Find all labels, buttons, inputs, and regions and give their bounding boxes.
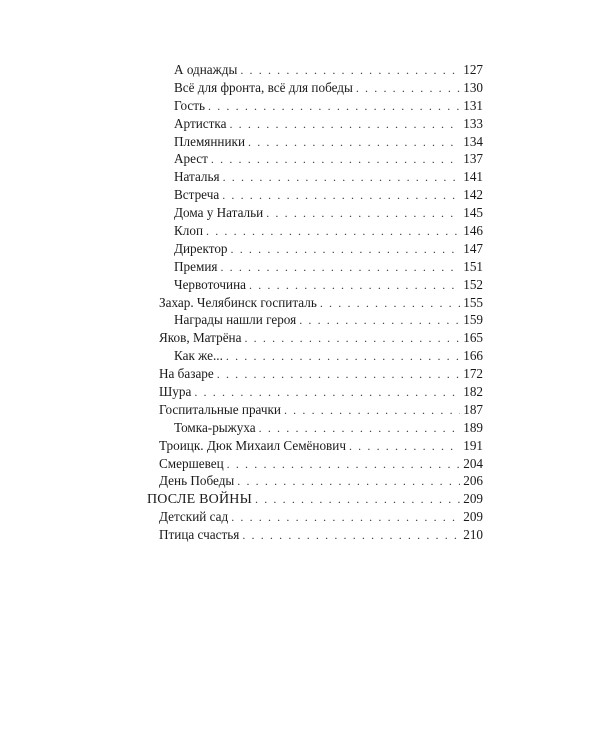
toc-leader-dots (223, 169, 461, 187)
toc-entry-page-number: 189 (463, 419, 483, 435)
toc-leader-dots (208, 98, 460, 116)
toc-entry-page-number: 142 (463, 187, 483, 203)
toc-entry (0, 437, 600, 455)
toc-leader-dots (229, 116, 460, 134)
toc-entry (0, 472, 600, 490)
toc-leader-dots (356, 80, 460, 98)
toc-entry-title: Как же... (174, 348, 223, 364)
toc-entry-title: Шура (159, 384, 192, 400)
toc-entry-line (174, 168, 483, 187)
toc-entry-line (174, 204, 483, 223)
toc-entry-line (174, 347, 483, 366)
toc-entry-line (159, 526, 483, 545)
toc-entry (0, 365, 600, 383)
toc-leader-dots (248, 134, 460, 152)
toc-entry-page-number: 187 (463, 401, 483, 417)
toc-entry-line (174, 133, 483, 152)
toc-entry (0, 276, 600, 294)
toc-entry (0, 347, 600, 365)
toc-leader-dots (299, 312, 460, 330)
toc-entry-title: Встреча (174, 187, 220, 203)
toc-entry-page-number: 131 (463, 97, 483, 113)
toc-leader-dots (211, 151, 460, 169)
toc-entry-page-number: 204 (463, 455, 483, 471)
toc-entry-title: Детский сад (159, 509, 229, 525)
toc-entry-title: Гость (174, 97, 206, 113)
toc-entry-title: Клоп (174, 223, 204, 239)
toc-entry-line (174, 311, 483, 330)
toc-entry-title: Награды нашли героя (174, 312, 297, 328)
toc-entry-title: Всё для фронта, всё для победы (174, 79, 353, 95)
toc-entry-page-number: 134 (463, 133, 483, 149)
toc-entry-title: Артистка (174, 115, 227, 131)
toc-leader-dots (231, 509, 460, 527)
toc-entry-line (174, 240, 483, 259)
toc-entry-page-number: 147 (463, 240, 483, 256)
toc-entry-line (174, 186, 483, 205)
toc-entry-line (174, 150, 483, 169)
toc-entry (0, 294, 600, 312)
toc-entry-page-number: 127 (463, 62, 483, 77)
toc-leader-dots (255, 491, 460, 509)
toc-entry (0, 133, 600, 151)
toc-leader-dots (206, 223, 460, 241)
toc-leader-dots (237, 473, 460, 491)
toc-entry-title: Захар. Челябинск госпиталь (159, 294, 317, 310)
toc-entry-line (174, 61, 483, 80)
toc-leader-dots (349, 438, 460, 456)
toc-entry (0, 204, 600, 222)
toc-entry-title: А однажды (174, 62, 238, 77)
toc-entry-title: Премия (174, 258, 218, 274)
toc-entry-page-number: 172 (463, 366, 483, 382)
toc-entry-page-number: 209 (463, 509, 483, 525)
toc-entry (0, 168, 600, 186)
toc-entry-line (159, 329, 483, 348)
toc-entry-line (159, 401, 483, 420)
toc-entry-page-number: 159 (463, 312, 483, 328)
toc-entry (0, 329, 600, 347)
toc-entry-page-number: 210 (463, 527, 483, 543)
toc-entry (0, 401, 600, 419)
toc-entry (0, 258, 600, 276)
toc-entry-page-number: 155 (463, 294, 483, 310)
toc-entry-title: Троицк. Дюк Михаил Семёнович (159, 437, 346, 453)
toc-entry-title: Смершевец (159, 455, 224, 471)
toc-entry-page-number: 209 (463, 491, 483, 507)
toc-entry-line (174, 79, 483, 98)
toc-leader-dots (240, 62, 460, 80)
toc-entry-page-number: 130 (463, 79, 483, 95)
toc-entry (0, 79, 600, 97)
toc-entry-line (147, 490, 483, 509)
toc-leader-dots (266, 205, 460, 223)
toc-entry-line (159, 455, 483, 474)
toc-entry (0, 240, 600, 258)
toc-entry-title: На базаре (159, 366, 214, 382)
toc-entry-title: Яков, Матрёна (159, 330, 242, 346)
toc-leader-dots (242, 527, 460, 545)
table-of-contents (0, 61, 600, 544)
toc-entry-page-number: 191 (463, 437, 483, 453)
toc-entry-page-number: 145 (463, 205, 483, 221)
toc-entry-page-number: 166 (463, 348, 483, 364)
toc-entry-page-number: 165 (463, 330, 483, 346)
toc-entry-page-number: 182 (463, 384, 483, 400)
toc-entry (0, 222, 600, 240)
toc-entry (0, 61, 600, 79)
toc-entry-title: День Победы (159, 473, 235, 489)
toc-entry-title: ПОСЛЕ ВОЙНЫ (147, 492, 253, 508)
toc-entry-title: Дома у Натальи (174, 205, 264, 221)
toc-entry-line (159, 508, 483, 527)
toc-entry (0, 186, 600, 204)
toc-entry (0, 526, 600, 544)
toc-entry (0, 455, 600, 473)
toc-entry-title: Племянники (174, 133, 246, 149)
toc-entry (0, 383, 600, 401)
toc-entry (0, 97, 600, 115)
toc-leader-dots (220, 259, 460, 277)
toc-entry-page-number: 133 (463, 115, 483, 131)
toc-entry-line (174, 97, 483, 116)
toc-entry-line (174, 419, 483, 438)
toc-leader-dots (259, 420, 461, 438)
toc-leader-dots (194, 384, 460, 402)
toc-entry (0, 419, 600, 437)
toc-entry-title: Наталья (174, 169, 220, 185)
toc-leader-dots (244, 330, 460, 348)
toc-entry-line (174, 276, 483, 295)
toc-leader-dots (217, 366, 460, 384)
toc-entry-title: Птица счастья (159, 527, 240, 543)
toc-entry-page-number: 146 (463, 223, 483, 239)
toc-entry-line (159, 383, 483, 402)
toc-entry-line (174, 258, 483, 277)
toc-entry-page-number: 151 (463, 258, 483, 274)
toc-entry-line (174, 222, 483, 241)
toc-entry-page-number: 152 (463, 276, 483, 292)
toc-entry-line (159, 365, 483, 384)
toc-entry-page-number: 206 (463, 473, 483, 489)
toc-entry-line (174, 115, 483, 134)
toc-entry-line (159, 437, 483, 456)
toc-leader-dots (231, 241, 461, 259)
toc-entry-line (159, 294, 483, 313)
toc-entry (0, 490, 600, 508)
toc-entry (0, 311, 600, 329)
toc-entry-title: Червоточина (174, 276, 247, 292)
toc-leader-dots (222, 187, 460, 205)
toc-entry (0, 150, 600, 168)
toc-entry-title: Госпитальные прачки (159, 401, 281, 417)
toc-leader-dots (249, 277, 460, 295)
toc-entry (0, 115, 600, 133)
toc-entry-title: Томка-рыжуха (174, 419, 256, 435)
toc-leader-dots (226, 348, 460, 366)
toc-entry (0, 508, 600, 526)
toc-entry-page-number: 141 (463, 169, 483, 185)
toc-entry-line (159, 472, 483, 491)
toc-entry-page-number: 137 (463, 151, 483, 167)
toc-entry-title: Арест (174, 151, 208, 167)
toc-leader-dots (284, 402, 460, 420)
toc-entry-title: Директор (174, 240, 228, 256)
toc-leader-dots (320, 295, 460, 313)
toc-leader-dots (227, 456, 461, 474)
